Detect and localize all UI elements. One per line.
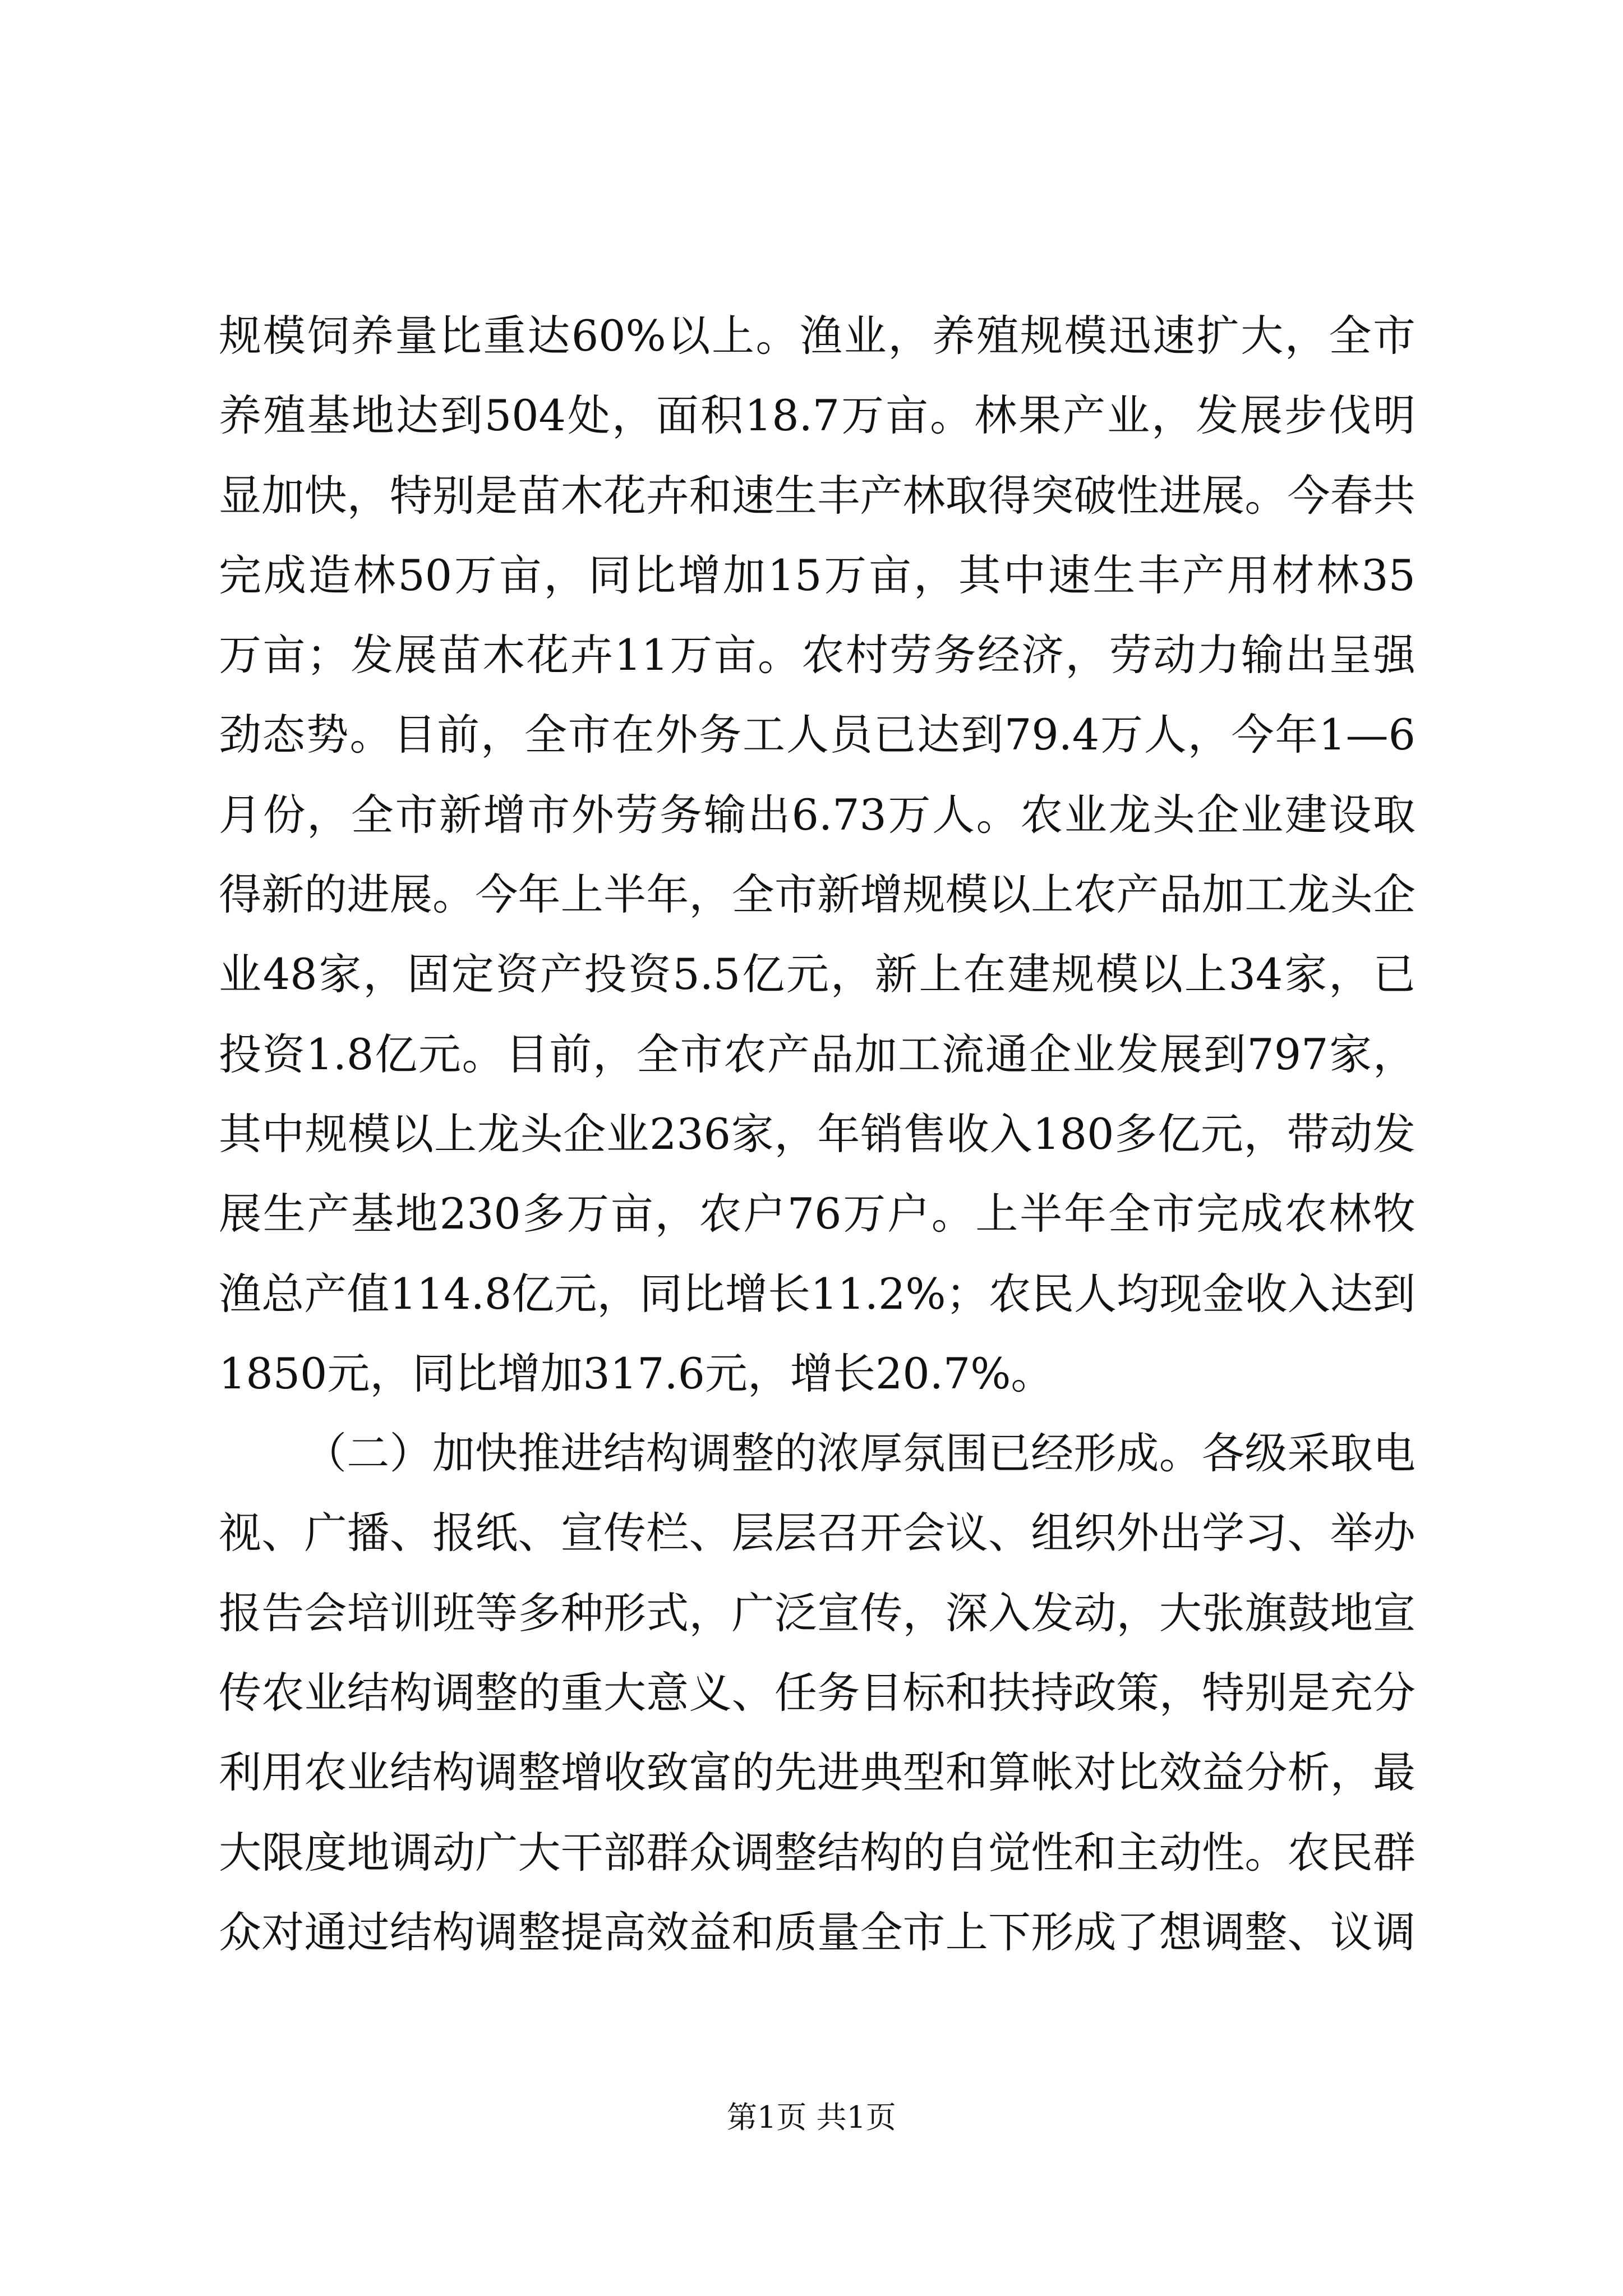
paragraph-1-line-4: 完成造林50万亩，同比增加15万亩，其中速生丰产用材林35 [219, 550, 1415, 600]
paragraph-1-line-5: 万亩；发展苗木花卉11万亩。农村劳务经济，劳动力输出呈强 [219, 630, 1415, 680]
paragraph-1-line-7: 月份，全市新增市外劳务输出6.73万人。农业龙头企业建设取 [219, 789, 1415, 840]
document-body [219, 296, 1415, 1972]
paragraph-2-line-2: 视、广播、报纸、宣传栏、层层召开会议、组织外出学习、举办 [219, 1508, 1415, 1558]
paragraph-1-line-1: 规模饲养量比重达60%以上。渔业，养殖规模迅速扩大，全市 [219, 311, 1415, 361]
paragraph-1-line-11: 其中规模以上龙头企业236家，年销售收入180多亿元，带动发 [219, 1108, 1415, 1159]
paragraph-2-line-7: 众对通过结构调整提高效益和质量全市上下形成了想调整、议调 [219, 1907, 1415, 1957]
paragraph-2-line-4: 传农业结构调整的重大意义、任务目标和扶持政策，特别是充分 [219, 1668, 1415, 1718]
paragraph-1-line-8: 得新的进展。今年上半年，全市新增规模以上农产品加工龙头企 [219, 869, 1415, 920]
paragraph-2-line-3: 报告会培训班等多种形式，广泛宣传，深入发动，大张旗鼓地宣 [219, 1588, 1415, 1638]
paragraph-2-line-5: 利用农业结构调整增收致富的先进典型和算帐对比效益分析，最 [219, 1747, 1415, 1798]
paragraph-1-line-2: 养殖基地达到504处，面积18.7万亩。林果产业，发展步伐明 [219, 390, 1415, 441]
page-number-footer: 第1页 共1页 [727, 2100, 896, 2135]
paragraph-1-line-14: 1850元，同比增加317.6元，增长20.7%。 [219, 1348, 1054, 1398]
paragraph-1-line-13: 渔总产值114.8亿元，同比增长11.2%；农民人均现金收入达到 [219, 1268, 1415, 1319]
paragraph-1-line-9: 业48家，固定资产投资5.5亿元，新上在建规模以上34家，已 [219, 949, 1415, 1000]
paragraph-1-line-12: 展生产基地230多万亩，农户76万户。上半年全市完成农林牧 [219, 1189, 1415, 1239]
paragraph-2-line-6: 大限度地调动广大干部群众调整结构的自觉性和主动性。农民群 [219, 1827, 1415, 1878]
paragraph-1-line-10: 投资1.8亿元。目前，全市农产品加工流通企业发展到797家， [219, 1029, 1415, 1079]
paragraph-2-line-1: （二）加快推进结构调整的浓厚氛围已经形成。各级采取电 [304, 1428, 1415, 1479]
paragraph-1-line-6: 劲态势。目前，全市在外务工人员已达到79.4万人，今年1—6 [219, 710, 1415, 760]
paragraph-1-line-3: 显加快，特别是苗木花卉和速生丰产林取得突破性进展。今春共 [219, 470, 1415, 521]
